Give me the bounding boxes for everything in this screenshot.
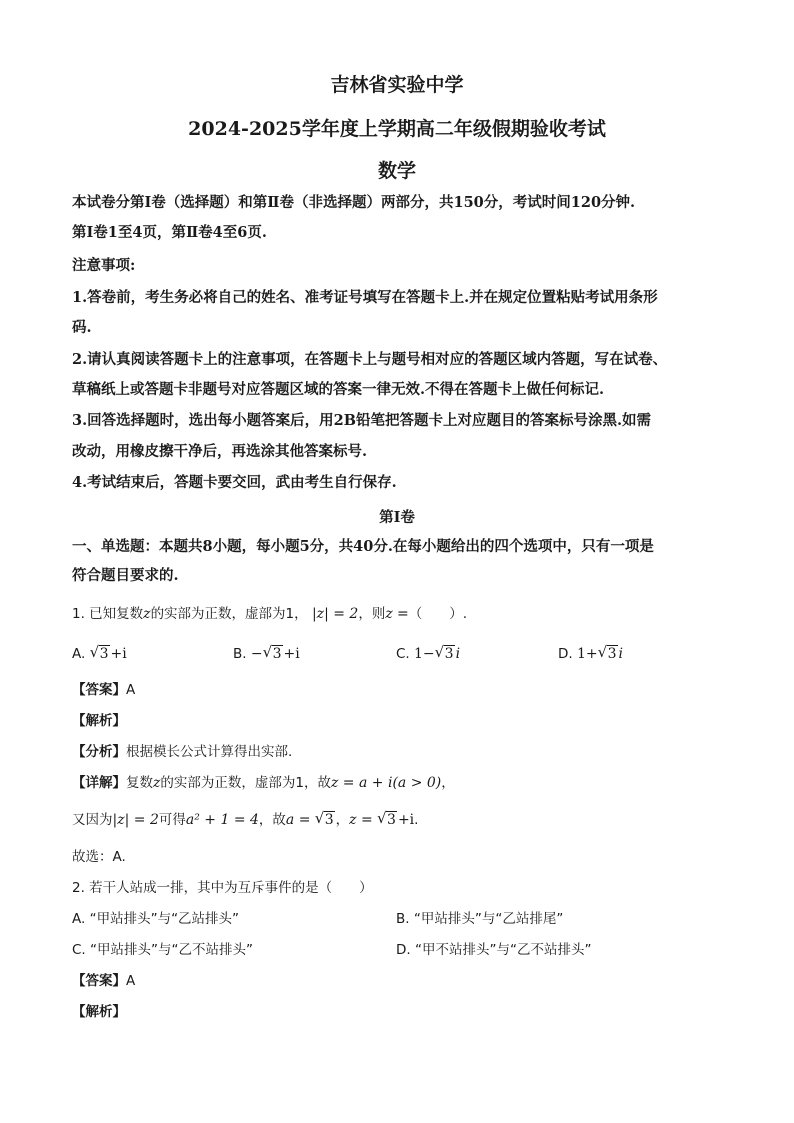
notice-item-3b: 改动，用橡皮擦干净后，再选涂其他答案标号. [72, 443, 368, 460]
notice-item-1b: 码. [72, 319, 92, 336]
q1-detail-tag: 【详解】 [72, 775, 126, 791]
q1-detail-var: z [153, 775, 161, 791]
q1-line2-b: 可得 [158, 812, 186, 828]
q1-option-a-rad: 3 [99, 646, 109, 662]
q2-answer [72, 971, 135, 991]
exam-title: 2024-2025学年度上学期高二年级假期验收考试 [188, 118, 606, 140]
q1-detail-line-2 [72, 810, 418, 830]
q1-option-b-rad: 3 [272, 646, 282, 662]
q1-line2-d: a = [285, 812, 311, 828]
q2-analysis [72, 1002, 126, 1022]
q1-stem-a: 1. 已知复数 [72, 606, 144, 622]
q1-line2-g: +i [397, 812, 415, 828]
q1-detail-end: ， [441, 775, 455, 791]
q2-option-d: D. “甲不站排头”与“乙不站排头” [396, 942, 592, 958]
q1-var-z-2: z [385, 606, 393, 622]
q1-answer-tag: 【答案】 [72, 682, 126, 698]
q1-option-c-head: 1− [414, 646, 435, 662]
q1-modulus-var: z [316, 606, 325, 622]
q1-option-b-head: − [250, 646, 263, 662]
q1-line2-c: ，故 [258, 812, 286, 828]
q1-option-a-label: A. [72, 646, 86, 662]
q1-option-c-rad: 3 [444, 646, 454, 662]
q1-line2-rad-1: 3 [324, 812, 334, 828]
section-heading-a: 一、单选题：本题共8小题，每小题5分，共40分.在每小题给出的四个选项中，只有一项是 [72, 538, 654, 555]
notice-heading: 注意事项: [72, 257, 136, 274]
q2-stem: 2. 若干人站成一排，其中为互斥事件的是（ ） [72, 880, 373, 896]
notice-item-2b: 草稿纸上或答题卡非题号对应答题区域的答案一律无效.不得在答题卡上做任何标记. [72, 381, 605, 398]
q1-option-b-tail: +i [283, 646, 300, 662]
q1-option-b [233, 644, 300, 664]
q2-answer-tag: 【答案】 [72, 973, 126, 989]
q1-option-b-label: B. [233, 646, 247, 662]
q1-option-d-head: 1+ [576, 646, 598, 662]
q1-line2-var: z [117, 812, 125, 828]
q2-option-b: B. “甲站排头”与“乙站排尾” [396, 911, 564, 927]
q1-line2-a: 又因为 [72, 812, 113, 828]
q1-line2-e: ， [335, 812, 350, 828]
q1-choose: 故选：A. [72, 849, 126, 865]
intro-line-2: 第Ⅰ卷1至4页，第Ⅱ卷4至6页. [72, 224, 267, 241]
q2-answer-value: A [126, 973, 136, 989]
q1-detail-a: 复数 [126, 775, 153, 791]
subject-title: 数学 [377, 160, 416, 182]
q1-eq: = [397, 606, 409, 622]
q1-option-c [396, 644, 460, 664]
q1-analysis-tag: 【解析】 [72, 713, 126, 729]
q1-stem-c: ，则 [358, 606, 386, 622]
q1-detail-b: 的实部为正数，虚部为1，故 [160, 775, 331, 791]
q1-option-d-rad: 3 [607, 646, 617, 662]
q1-option-c-tail: i [455, 646, 461, 662]
q1-stem [72, 604, 467, 624]
q2-option-c: C. “甲站排头”与“乙不站排头” [72, 942, 253, 958]
q1-line2-rad-2: 3 [387, 812, 396, 828]
q1-fenxi-text: 根据模长公式计算得出实部. [126, 744, 293, 760]
intro-line-1: 本试卷分第Ⅰ卷（选择题）和第Ⅱ卷（非选择题）两部分，共150分，考试时间120分钟. [72, 194, 636, 211]
q1-answer-value: A [126, 682, 136, 698]
q1-option-c-label: C. [396, 646, 410, 662]
q1-detail [72, 773, 455, 793]
q1-stem-b: 的实部为正数，虚部为1， [150, 606, 308, 622]
q1-line2-end: . [414, 812, 419, 828]
q1-option-a-tail: +i [110, 646, 127, 662]
q1-modulus-eq: = 2 [333, 606, 359, 622]
q1-stem-d: （ ）. [408, 606, 468, 622]
section-heading-b: 符合题目要求的. [72, 567, 179, 584]
notice-item-4: 4.考试结束后，答题卡要交回，武由考生自行保存. [72, 474, 397, 491]
q1-fenxi [72, 742, 292, 762]
volume-title: 第Ⅰ卷 [379, 509, 415, 526]
notice-item-1a: 1.答卷前，考生务必将自己的姓名、准考证号填写在答题卡上.并在规定位置粘贴考试用条形 [72, 289, 658, 306]
q1-option-d-tail: i [618, 646, 624, 662]
q2-analysis-tag: 【解析】 [72, 1004, 126, 1020]
notice-item-2a: 2.请认真阅读答题卡上的注意事项，在答题卡上与题号相对应的答题区域内答题，写在试卷、 [72, 351, 668, 368]
q1-option-a [72, 644, 127, 664]
q1-line2-expr: a² + 1 = 4 [185, 812, 259, 828]
school-name: 吉林省实验中学 [330, 74, 464, 96]
q1-line2-abs: = 2 [133, 812, 159, 828]
q1-line2-modulus: |z| = 2 [112, 812, 159, 828]
q1-fenxi-tag: 【分析】 [72, 744, 126, 760]
q1-detail-expr: z = a + i(a > 0) [330, 775, 442, 791]
q1-modulus: |z| = 2 [311, 606, 359, 622]
q1-option-d-label: D. [558, 646, 573, 662]
q1-var-z: z [143, 606, 151, 622]
q2-option-a: A. “甲站排头”与“乙站排头” [72, 911, 240, 927]
q1-answer [72, 680, 135, 700]
notice-item-3a: 3.回答选择题时，选出每小题答案后，用2B铅笔把答题卡上对应题目的答案标号涂黑.如需 [72, 412, 652, 429]
q1-analysis [72, 711, 126, 731]
q1-line2-f: z = [349, 812, 373, 828]
q1-option-d [558, 644, 623, 664]
